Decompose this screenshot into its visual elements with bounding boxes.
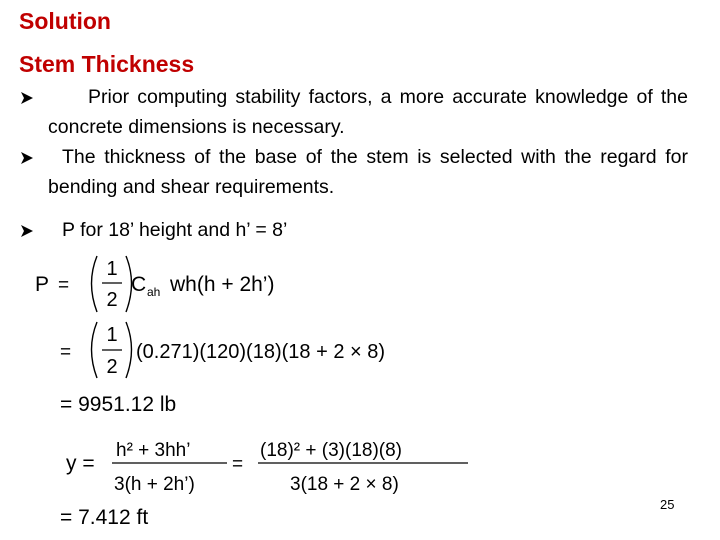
eq-p-equals: =	[58, 275, 70, 296]
equation-p-substitution	[60, 322, 385, 378]
bullet-text-2: The thickness of the base of the stem is selected with the regard for bending and shear requirements.	[48, 146, 688, 198]
slide-title: Solution	[19, 8, 111, 34]
eq-p-coef-sub: ah	[147, 285, 161, 299]
eq-p-sub-expr: (0.271)(120)(18)(18 + 2 × 8)	[136, 341, 386, 363]
equation-p-definition	[35, 256, 274, 312]
bullet-text-3: P for 18’ height and h’ = 8’	[62, 219, 288, 241]
eq-p-lhs: P	[35, 273, 50, 296]
eq-y-lhs: y =	[66, 452, 95, 475]
eq-p-frac-den: 2	[106, 289, 118, 311]
slide-subtitle: Stem Thickness	[19, 51, 195, 77]
bullet-text-1: Prior computing stability factors, a more accurate knowledge of the concrete dimensions is necessary.	[48, 86, 688, 138]
eq-p-coef: C	[131, 273, 147, 296]
eq-p-sub-equals: =	[60, 342, 72, 363]
eq-y-den1: 3(h + 2h’)	[114, 474, 195, 495]
eq-p-frac-num: 1	[106, 258, 118, 280]
page-number: 25	[660, 497, 675, 512]
eq-y-equals2: =	[232, 454, 244, 475]
eq-y-den2: 3(18 + 2 × 8)	[290, 474, 399, 495]
eq-p-rest: wh(h + 2h’)	[170, 273, 275, 296]
eq-p-sub-frac-num: 1	[106, 324, 118, 346]
eq-y-result: = 7.412 ft	[60, 506, 149, 529]
eq-y-num2: (18)² + (3)(18)(8)	[260, 440, 402, 461]
eq-p-sub-frac-den: 2	[106, 356, 118, 378]
eq-p-result: = 9951.12 lb	[60, 393, 177, 416]
equation-y-definition	[66, 440, 468, 495]
eq-y-num1: h² + 3hh’	[116, 440, 191, 461]
